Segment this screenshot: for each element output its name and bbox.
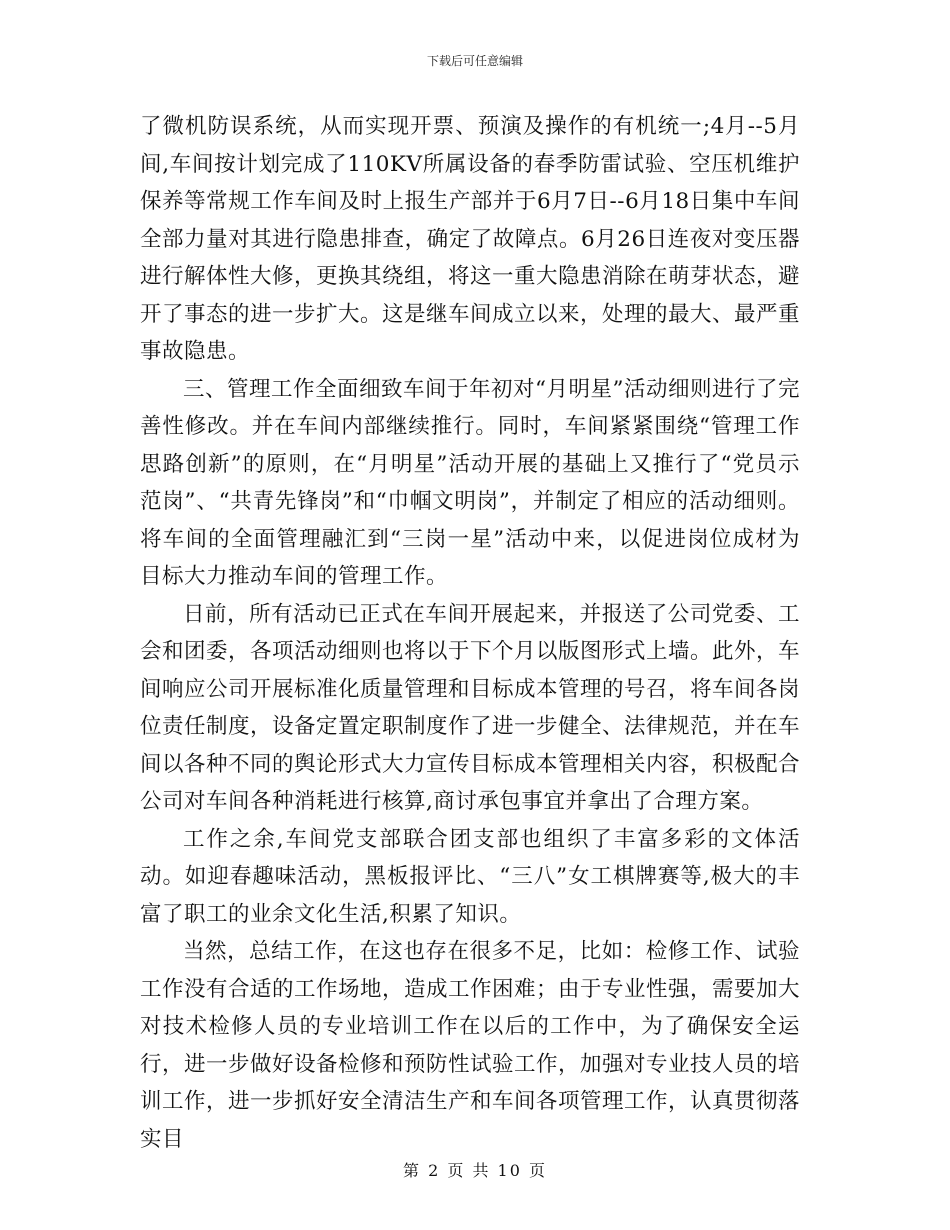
page-footer: 第 2 页 共 10 页 — [403, 1161, 547, 1180]
page-header: 下载后可任意编辑 — [426, 54, 523, 68]
paragraph-4: 工作之余,车间党支部联合团支部也组织了丰富多彩的文体活动。如迎春趣味活动，黑板报评比、“三八”女工棋牌赛等,极大的丰富了职工的业余文化生活,积累了知识。 — [140, 826, 800, 927]
document-body — [140, 108, 800, 1158]
paragraph-3: 日前，所有活动已正式在车间开展起来，并报送了公司党委、工会和团委，各项活动细则也将以于下个月以版图形式上墙。此外，车间响应公司开展标准化质量管理和目标成本管理的号召，将车间各岗位责任制度，设备定置定职制度作了进一步健全、法律规范，并在车间以各种不同的舆论形式大力宣传目标成本管理相关内容，积极配合公司对车间各种消耗进行核算,商讨承包事宜并拿出了合理方案。 — [140, 601, 801, 814]
paragraph-1: 了微机防误系统，从而实现开票、预演及操作的有机统一;4月--5月间,车间按计划完成了110KV所属设备的春季防雷试验、空压机维护保养等常规工作车间及时上报生产部并于6月7日--6月18日集中车间全部力量对其进行隐患排查，确定了故障点。6月26日连夜对变压器进行解体性大修，更换其绕组，将这一重大隐患消除在萌芽状态，避开了事态的进一步扩大。这是继车间成立以来，处理的最大、最严重事故隐患。 — [140, 114, 801, 364]
paragraph-2: 三、管理工作全面细致车间于年初对“月明星”活动细则进行了完善性修改。并在车间内部继续推行。同时，车间紧紧围绕“管理工作思路创新”的原则，在“月明星”活动开展的基础上又推行了“党员示范岗”、“共青先锋岗”和“巾帼文明岗”，并制定了相应的活动细则。将车间的全面管理融汇到“三岗一星”活动中来，以促进岗位成材为目标大力推动车间的管理工作。 — [140, 376, 800, 589]
paragraph-5: 当然，总结工作，在这也存在很多不足，比如：检修工作、试验工作没有合适的工作场地，造成工作困难；由于专业性强，需要加大对技术检修人员的专业培训工作在以后的工作中，为了确保安全运行，进一步做好设备检修和预防性试验工作，加强对专业技人员的培训工作，进一步抓好安全清洁生产和车间各项管理工作，认真贯彻落实目 — [140, 939, 801, 1152]
